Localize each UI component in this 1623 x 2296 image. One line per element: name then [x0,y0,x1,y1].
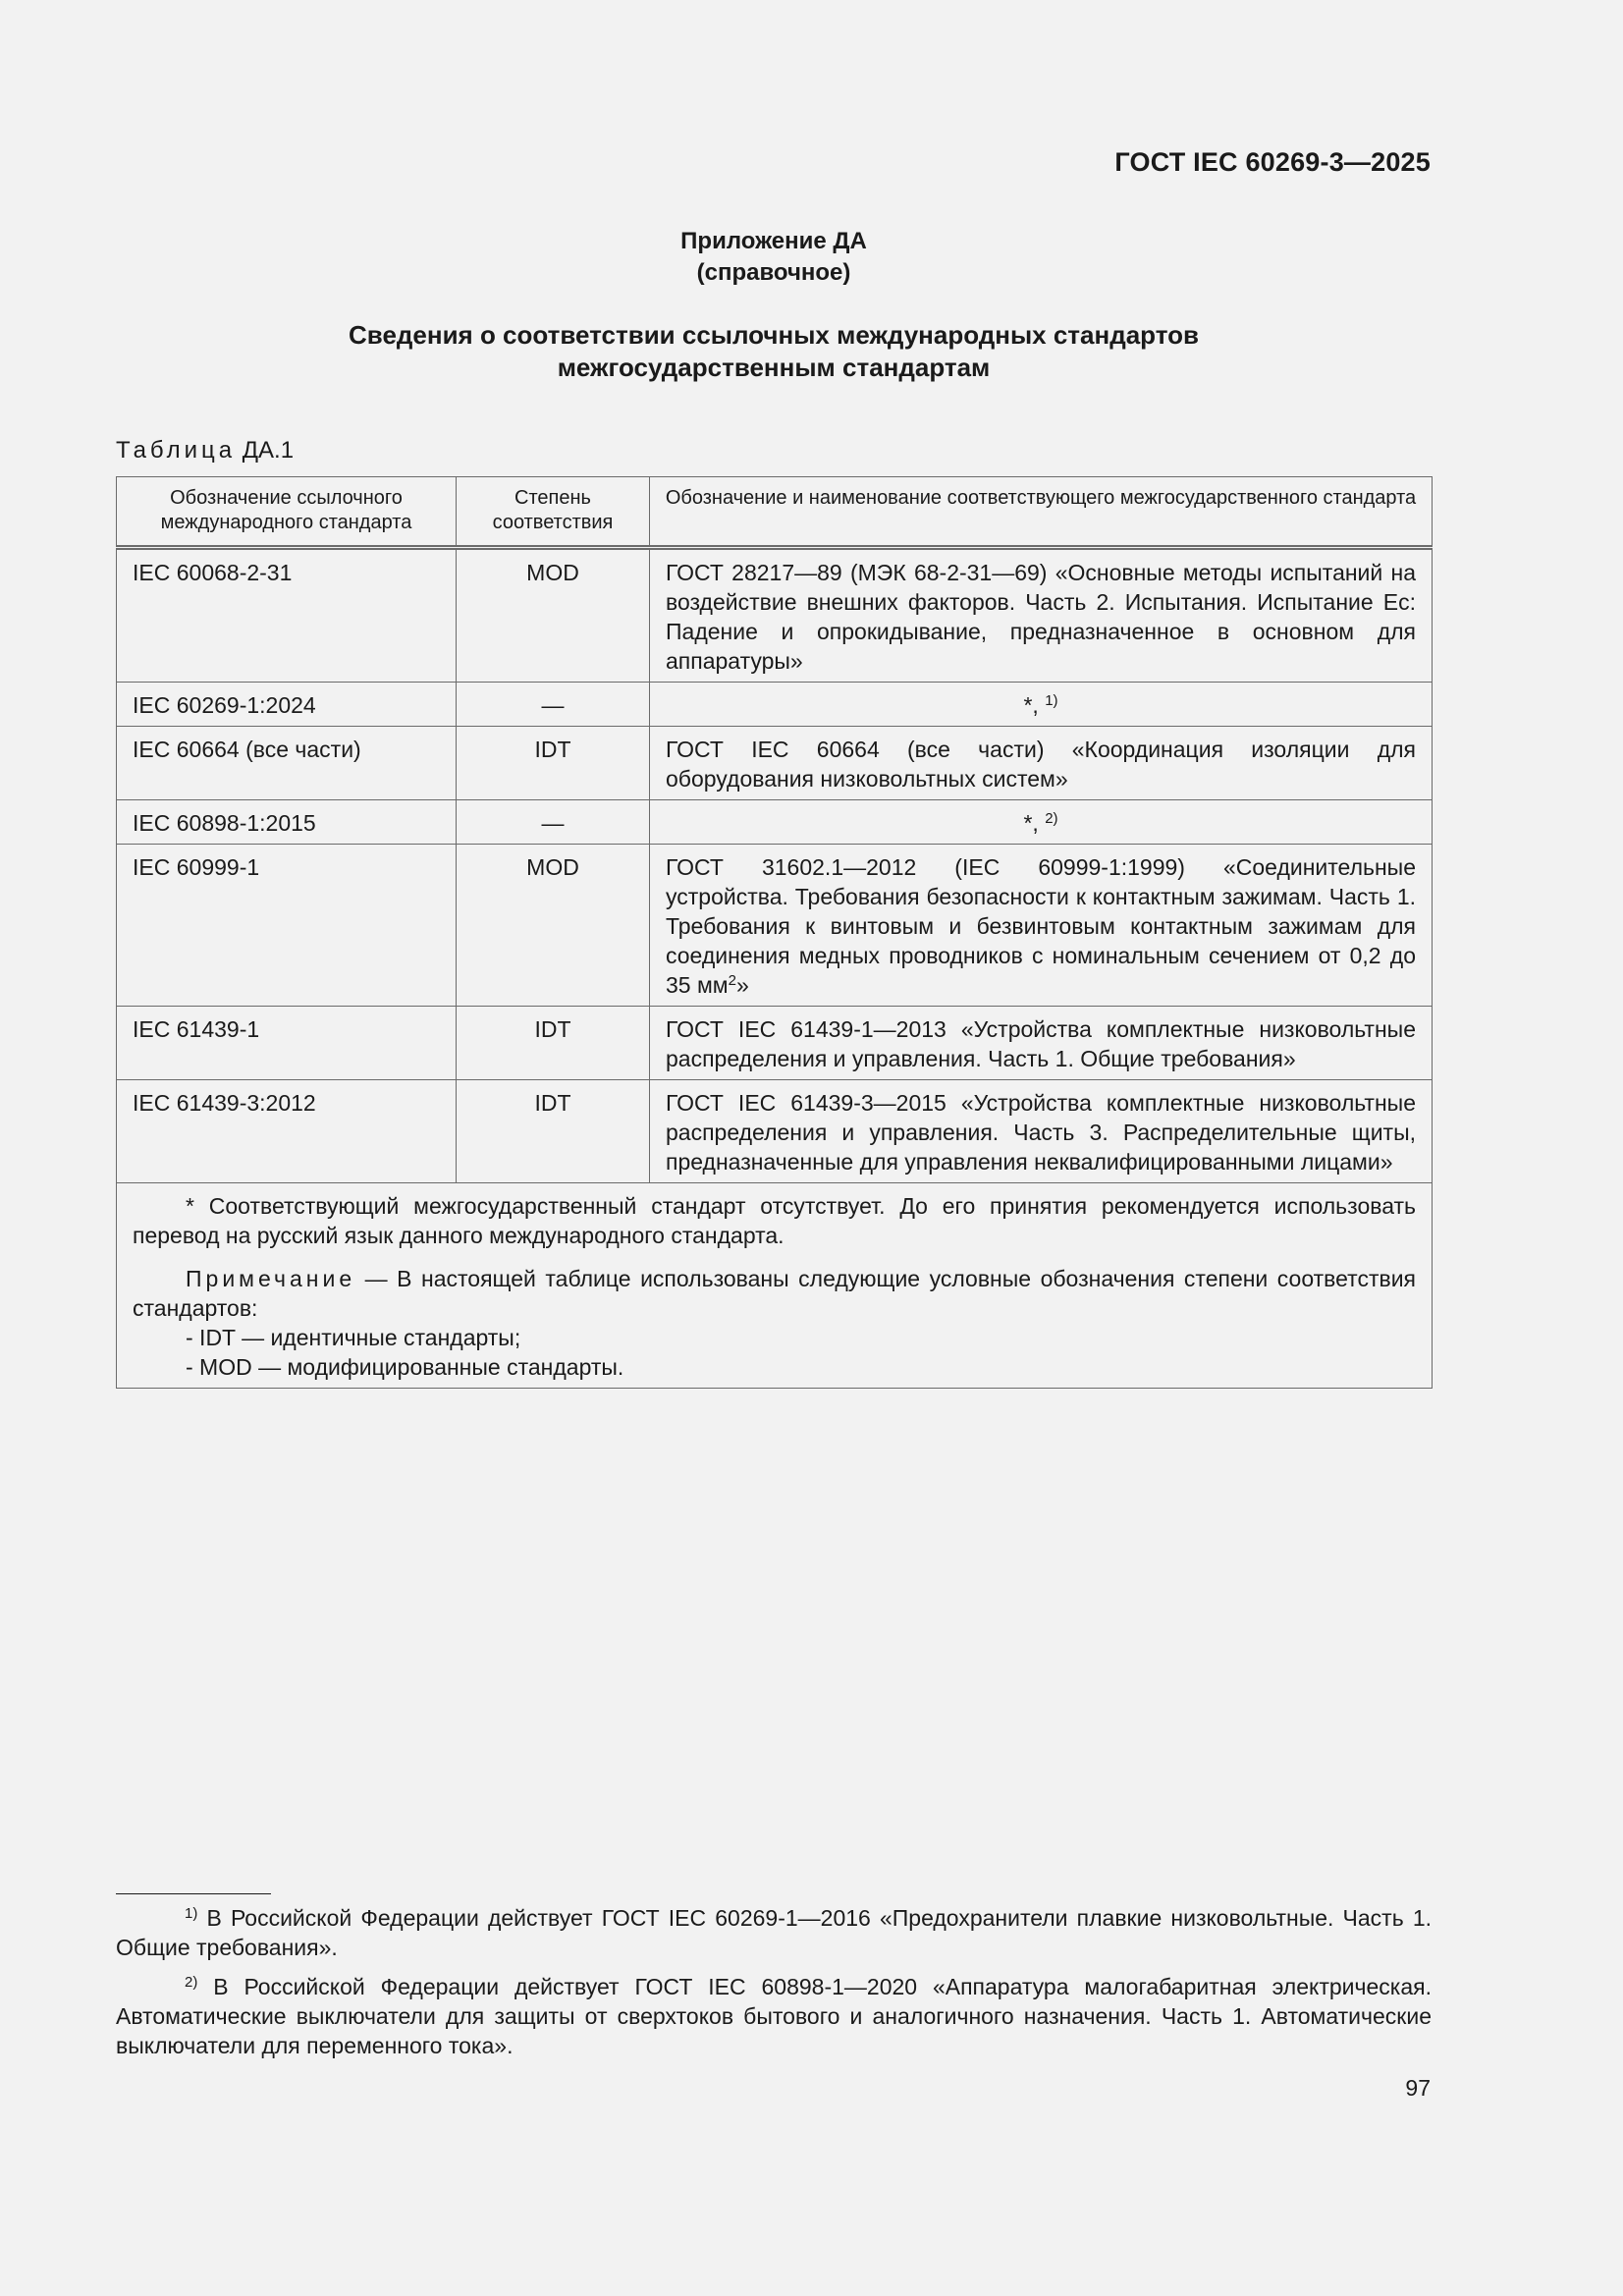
cell-code: IEC 61439-1 [117,1007,457,1080]
table-row [117,548,1433,683]
note-paragraph [133,1264,1416,1323]
cell-degree: MOD [457,845,650,1007]
cell-standard-name: ГОСТ IEC 61439-1—2013 «Устройства комплектные низковольтные распределения и управления. Часть 1. Общие требования» [650,1007,1433,1080]
footnote-text: В Российской Федерации действует ГОСТ IEC 60898-1—2020 «Аппаратура малогабаритная электрическая. Автоматические выключатели для защиты от сверхтоков бытового и аналогичного назначения. Часть 1. Автоматические выключатели для переменного тока». [116,1974,1432,2058]
cell-standard-name: ГОСТ IEC 60664 (все части) «Координация изоляции для оборудования низковольтных систем» [650,727,1433,800]
table-row [117,727,1433,800]
section-title-line-2: межгосударственным стандартам [557,353,991,382]
footnote-ref: 1) [1045,692,1058,709]
footnotes [116,1903,1432,2070]
cell-standard-name [650,800,1433,845]
appendix-subtitle: (справочное) [696,259,851,286]
column-header-degree: Степень соответствия [457,477,650,548]
footnote-text: В Российской Федерации действует ГОСТ IEC 60269-1—2016 «Предохранители плавкие низковольтные. Часть 1. Общие требования». [116,1905,1432,1960]
asterisk-note: * Соответствующий межгосударственный стандарт отсутствует. До его принятия рекомендуется использовать перевод на русский язык данного международного стандарта. [133,1193,1416,1248]
section-title-line-1: Сведения о соответствии ссылочных международных стандартов [349,320,1199,350]
cell-code: IEC 61439-3:2012 [117,1080,457,1183]
list-item: - MOD — модифицированные стандарты. [186,1354,624,1380]
table-row [117,800,1433,845]
cell-code: IEC 60898-1:2015 [117,800,457,845]
note-text: — В настоящей таблице использованы следующие условные обозначения степени соответствия стандартов: [133,1266,1416,1321]
cell-degree: IDT [457,1080,650,1183]
cell-code: IEC 60068-2-31 [117,548,457,683]
footnote [116,1903,1432,1962]
cell-degree: — [457,800,650,845]
note-word: Примечание [186,1266,356,1291]
cell-code: IEC 60999-1 [117,845,457,1007]
table-header-row [117,477,1433,548]
superscript-exponent: 2 [728,972,736,989]
asterisk-mark: *, [1023,692,1039,718]
table-notes [117,1183,1433,1389]
appendix-title: Приложение ДА [680,228,867,254]
document-code: ГОСТ IEC 60269-3—2025 [1114,147,1431,177]
table-caption-word: Таблица [116,437,237,464]
table-row [117,1080,1433,1183]
cell-degree: MOD [457,548,650,683]
reference-standards-table [116,476,1433,1389]
cell-degree: IDT [457,727,650,800]
standard-name-text: ГОСТ 31602.1—2012 (IEC 60999-1:1999) «Соединительные устройства. Требования безопасности к контактным зажимам. Часть 1. Требования к винтовым и безвинтовым контактным зажимам для соединения медных проводников с номинальным сечением от 0,2 до 35 мм [666,854,1416,998]
cell-standard-name: ГОСТ IEC 61439-3—2015 «Устройства комплектные низковольтные распределения и управления. Часть 3. Распределительные щиты, предназначенные для управления неквалифицированными лицами» [650,1080,1433,1183]
column-header-reference-standard: Обозначение ссылочного международного стандарта [117,477,457,548]
table-row [117,845,1433,1007]
footnote-separator [116,1893,271,1894]
cell-standard-name: ГОСТ 28217—89 (МЭК 68-2-31—69) «Основные методы испытаний на воздействие внешних факторов. Часть 2. Испытания. Испытание Ec: Падение и опрокидывание, предназначенное в основном для аппаратуры» [650,548,1433,683]
cell-degree: — [457,683,650,727]
list-item: - IDT — идентичные стандарты; [186,1325,521,1350]
table-row [117,683,1433,727]
table-row [117,1007,1433,1080]
standard-name-close-quote: » [735,972,749,998]
appendix-heading [0,226,1547,289]
table-caption-id: ДА.1 [242,437,295,464]
cell-degree: IDT [457,1007,650,1080]
section-title [0,319,1547,384]
cell-code: IEC 60664 (все части) [117,727,457,800]
footnote-mark: 2) [185,1974,198,1991]
table-notes-row [117,1183,1433,1389]
footnote-ref: 2) [1045,810,1058,827]
cell-standard-name [650,683,1433,727]
note-list [133,1323,1416,1382]
footnote-mark: 1) [185,1905,198,1922]
cell-code: IEC 60269-1:2024 [117,683,457,727]
page-number: 97 [1405,2075,1431,2101]
asterisk-mark: *, [1023,810,1039,836]
footnote [116,1972,1432,2060]
cell-standard-name [650,845,1433,1007]
table-caption [116,437,294,465]
column-header-interstate-standard: Обозначение и наименование соответствующего межгосударственного стандарта [650,477,1433,548]
